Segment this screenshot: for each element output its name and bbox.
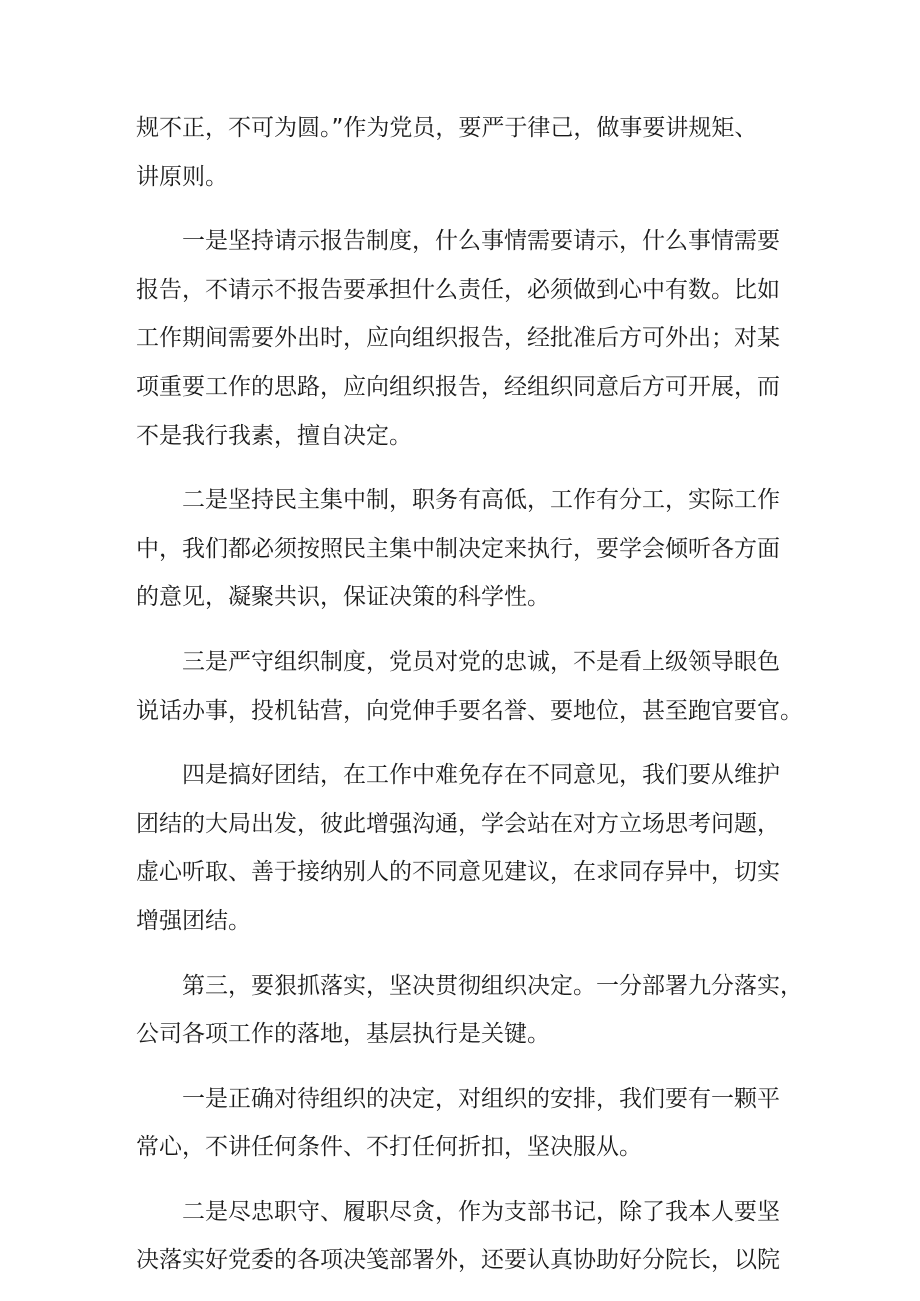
text-line: 二是坚持民主集中制，职务有高低，工作有分工，实际工作	[182, 487, 780, 514]
text-line: 增强团结。	[136, 907, 251, 934]
text-line: 报告，不请示不报告要承担什么责任，必须做到心中有数。比如	[136, 276, 780, 303]
paragraph-1	[136, 104, 792, 201]
paragraph-8	[136, 1188, 792, 1285]
paragraph-4	[136, 638, 803, 735]
text-line: 常心，不讲任何条件、不打任何折扣，坚决服从。	[136, 1134, 642, 1161]
text-line: 一是正确对待组织的决定，对组织的安排，我们要有一颗平	[182, 1085, 780, 1112]
text-line: 团结的大局出发，彼此增强沟通，学会站在对方立场思考问题，	[136, 810, 780, 837]
text-line: 的意见，凝聚共识，保证决策的科学性。	[136, 584, 550, 611]
paragraph-2	[136, 217, 792, 460]
text-line: 工作期间需要外出时，应向组织报告，经批准后方可外出；对某	[136, 325, 780, 352]
text-line: 不是我行我素，擅自决定。	[136, 422, 412, 449]
text-line: 二是尽忠职守、履职尽贪，作为支部书记，除了我本人要坚	[182, 1198, 780, 1225]
text-line: 项重要工作的思路，应向组织报告，经组织同意后方可开展，而	[136, 373, 780, 400]
document-body	[136, 104, 803, 1301]
paragraph-5	[136, 751, 792, 945]
text-line: 规不正，不可为圆。”作为党员，要严于律己，做事要讲规矩、	[136, 115, 758, 141]
text-line: 讲原则。	[136, 163, 228, 190]
text-line: 一是坚持请示报告制度，什么事情需要请示，什么事情需要	[182, 228, 780, 255]
text-line: 第三，要狠抓落实，坚决贯彻组织决定。一分部署九分落实，	[182, 972, 803, 999]
text-line: 三是严守组织制度，党员对党的忠诚，不是看上级领导眼色	[182, 648, 780, 675]
text-line: 决落实好党委的各项决笺部署外，还要认真协助好分院长，以院	[136, 1247, 780, 1274]
paragraph-6	[136, 962, 803, 1059]
text-line: 中，我们都必须按照民主集中制决定来执行，要学会倾听各方面	[136, 535, 780, 562]
text-line: 四是搞好团结，在工作中难免存在不同意见，我们要从维护	[182, 762, 780, 789]
text-line: 公司各项工作的落地，基层执行是关键。	[136, 1021, 550, 1048]
text-line: 说话办事，投机钻营，向党伸手要名誉、要地位，甚至跑官要官。	[136, 697, 803, 724]
text-line: 虚心听取、善于接纳别人的不同意见建议，在求同存异中，切实	[136, 859, 780, 886]
paragraph-3	[136, 476, 792, 622]
paragraph-7	[136, 1075, 792, 1172]
